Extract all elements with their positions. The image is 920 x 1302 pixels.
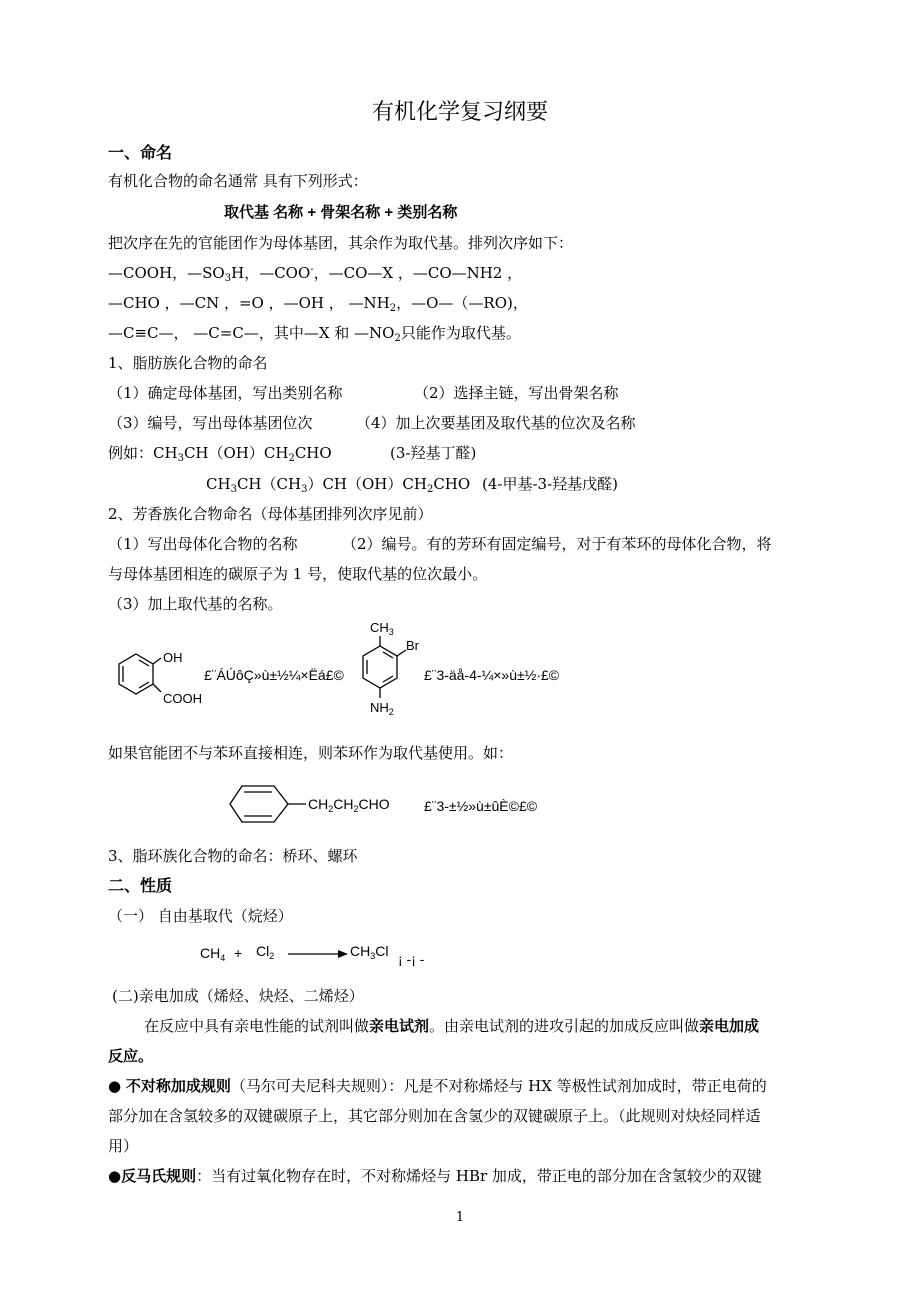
ch3-label: $CH_3$ [370, 620, 394, 637]
structure-2-caption: £¨3-äå-4-¼×»ù±½·£© [424, 667, 560, 683]
markovnikov-rule-line-2: 部分加在含氢较多的双键碳原子上，其它部分则加在含氢少的双键碳原子上。（此规则对炔烃同样适 [108, 1107, 761, 1125]
subsection-aliphatic-heading: 1、脂肪族化合物的命名 [108, 354, 268, 372]
page-number: 1 [455, 1210, 465, 1225]
product-chloromethane: $CH_3Cl$ [350, 943, 389, 961]
bromo-methylaniline-structure [350, 616, 430, 736]
free-radical-heading: （一） 自由基取代（烷烃） [108, 907, 293, 925]
priority-order-line-2: —CHO ，—CN ，=O ，—OH ， $—NH_2$，—O—（—RO)， [108, 294, 528, 314]
aliphatic-step-2: （2）选择主链，写出骨架名称 [414, 384, 619, 402]
aromatic-step-3: （3）加上取代基的名称。 [108, 595, 283, 613]
section-heading-naming: 一、命名 [108, 143, 173, 162]
priority-order-line-3: —C≡C—， —C=C—，其中—X 和 $—NO_2$只能作为取代基。 [108, 324, 521, 344]
cooh-label: COOH [163, 691, 202, 706]
structure-1-caption: £¨ÁÚôÇ»ù±½¼×Ëá£© [204, 667, 344, 683]
section-heading-properties: 二、性质 [108, 876, 173, 895]
example-2-formula: $CH_3CH(CH_3)CH(OH)CH_2CHO$ [206, 475, 471, 495]
br-label: Br [406, 638, 419, 653]
plus-sign: + [234, 945, 243, 961]
example-1-name: (3-羟基丁醛) [390, 444, 477, 462]
naming-intro: 有机化合物的命名通常 具有下列形式： [108, 172, 368, 190]
example-2-name: (4-甲基-3-羟基戊醛) [482, 475, 618, 493]
structure-3-caption: £¨3-±½»ù±ûÈ©£© [424, 798, 538, 814]
aliphatic-step-3: （3）编号，写出母体基团位次 [108, 414, 313, 432]
reactant-chlorine: $Cl_2$ [256, 943, 275, 961]
nh2-label: $NH_2$ [370, 700, 394, 717]
naming-rule: 把次序在先的官能团作为母体基团，其余作为取代基。排列次序如下： [108, 234, 574, 252]
aliphatic-step-4: （4）加上次要基团及取代基的位次及名称 [356, 414, 636, 432]
aliphatic-step-1: （1）确定母体基团，写出类别名称 [108, 384, 343, 402]
priority-order-line-1: —COOH，$—SO_3H$，—COO-，—CO—X ，—CO—NH2 ， [108, 264, 523, 284]
aromatic-note: 如果官能团不与苯环直接相连，则苯环作为取代基使用。如： [108, 744, 514, 762]
page-title: 有机化学复习纲要 [371, 100, 548, 125]
reaction-arrow [288, 950, 348, 958]
markovnikov-rule-line-1: ● 不对称加成规则（马尔可夫尼科夫规则）：凡是不对称烯烃与 HX 等极性试剂加成时，带正电荷的 [108, 1077, 767, 1095]
subsection-alicyclic-heading: 3、脂环族化合物的命名：桥环、螺环 [108, 847, 358, 865]
electrophilic-addition-heading: (二)亲电加成（烯烃、炔烃、二烯烃） [112, 987, 364, 1005]
subsection-aromatic-heading: 2、芳香族化合物命名（母体基团排列次序见前） [108, 505, 433, 523]
reactant-methane: $CH_4$ [200, 945, 226, 963]
example-1-formula: 例如：$CH_3CH(OH)CH_2CHO$ [108, 444, 332, 464]
electrophilic-paragraph-line-2: 反应。 [108, 1047, 154, 1065]
aromatic-step-2-cont: 与母体基团相连的碳原子为 1 号，使取代基的位次最小。 [108, 565, 488, 583]
naming-formula: 取代基 名称 + 骨架名称 + 类别名称 [224, 204, 458, 221]
aromatic-step-2: （2）编号。有的芳环有固定编号，对于有苯环的母体化合物，将 [342, 535, 772, 553]
reaction-trailing-marks: ¡ -¡ - [398, 951, 425, 967]
aromatic-step-1: （1）写出母体化合物的名称 [108, 535, 298, 553]
phenylpropanal-structure [228, 782, 418, 828]
oh-label: OH [163, 650, 183, 665]
propanal-chain-label: $CH_2CH_2CHO$ [308, 796, 390, 814]
salicylic-acid-structure [108, 640, 218, 720]
chlorination-reaction [196, 938, 456, 972]
anti-markovnikov-rule-line-1: ●反马氏规则：当有过氧化物存在时，不对称烯烃与 HBr 加成，带正电的部分加在含氢较少的双键 [108, 1167, 762, 1185]
markovnikov-rule-line-3: 用） [108, 1137, 139, 1155]
electrophilic-paragraph-line-1: 在反应中具有亲电性能的试剂叫做亲电试剂。由亲电试剂的进攻引起的加成反应叫做亲电加成 [144, 1017, 760, 1035]
